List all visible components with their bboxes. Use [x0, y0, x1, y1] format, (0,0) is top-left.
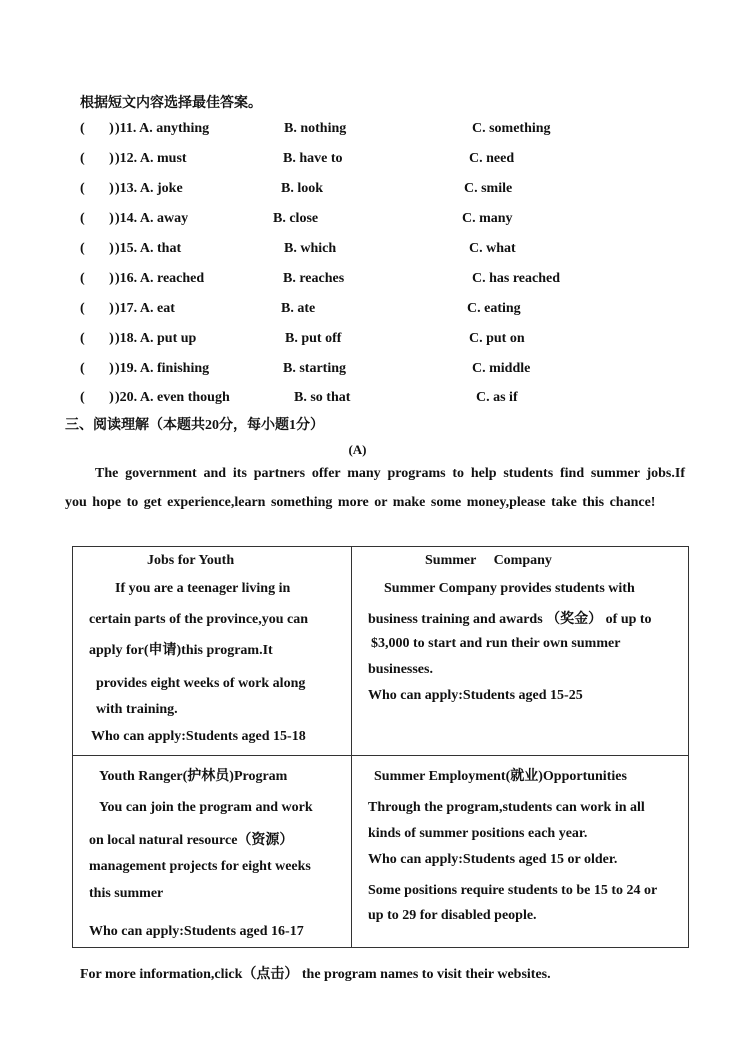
programs-table [72, 546, 689, 948]
option-a: )15. A. that [115, 241, 182, 256]
cell-line: Who can apply:Students aged 16-17 [89, 924, 304, 939]
answer-blank: ( ) [80, 301, 114, 316]
option-a: )12. A. must [115, 151, 187, 166]
cell-line: business training and awards （奖金） of up to [368, 612, 652, 627]
option-a: )19. A. finishing [115, 361, 210, 376]
option-b: B. put off [285, 331, 342, 346]
option-b: B. reaches [283, 271, 345, 286]
option-c: C. smile [464, 181, 513, 196]
cell-youth-ranger [73, 756, 352, 948]
question-row [0, 181, 751, 201]
question-row [0, 301, 751, 321]
answer-blank: ( ) [80, 181, 114, 196]
answer-blank: ( ) [80, 151, 114, 166]
cell-line: Some positions require students to be 15 to 24 or [368, 883, 658, 898]
cell-title: Youth Ranger(护林员)Program [99, 769, 288, 784]
cell-line: up to 29 for disabled people. [368, 908, 537, 923]
option-b: B. starting [283, 361, 346, 376]
option-a: )20. A. even though [115, 390, 230, 405]
cell-summer-company [352, 547, 689, 756]
cell-line: Who can apply:Students aged 15-18 [91, 729, 306, 744]
question-row [0, 121, 751, 141]
cell-line: apply for(申请)this program.It [89, 643, 273, 658]
option-c: C. many [462, 211, 513, 226]
cell-line: businesses. [368, 662, 433, 677]
option-b: B. which [284, 241, 337, 256]
question-row [0, 331, 751, 351]
cell-summer-employment [352, 756, 689, 948]
cell-line: this summer [89, 886, 164, 901]
answer-blank: ( ) [80, 271, 114, 286]
cell-line: on local natural resource（资源） [89, 833, 294, 848]
option-c: C. middle [472, 361, 531, 376]
cell-jobs-for-youth [73, 547, 352, 756]
cell-line: certain parts of the province,you can [89, 612, 309, 627]
cell-line: kinds of summer positions each year. [368, 826, 588, 841]
section-title: 三、阅读理解（本题共20分，每小题1分） [65, 418, 324, 433]
cell-title: Summer Employment(就业)Opportunities [374, 769, 627, 784]
answer-blank: ( ) [80, 121, 114, 136]
instruction-text: 根据短文内容选择最佳答案。 [80, 96, 262, 111]
option-b: B. close [273, 211, 319, 226]
option-a: )13. A. joke [115, 181, 183, 196]
option-a: )18. A. put up [115, 331, 197, 346]
cell-line: Through the program,students can work in all [368, 800, 645, 815]
option-b: B. look [281, 181, 324, 196]
answer-blank: ( ) [80, 241, 114, 256]
cell-line: $3,000 to start and run their own summer [371, 636, 621, 651]
cell-line: Summer Company provides students with [384, 581, 635, 596]
option-c: C. something [472, 121, 551, 136]
option-b: B. so that [294, 390, 351, 405]
question-row [0, 361, 751, 381]
option-c: C. need [469, 151, 515, 166]
cell-line: If you are a teenager living in [115, 581, 291, 596]
option-a: )17. A. eat [115, 301, 175, 316]
answer-blank: ( ) [80, 361, 114, 376]
option-b: B. ate [281, 301, 316, 316]
option-c: C. has reached [472, 271, 561, 286]
question-row [0, 151, 751, 171]
cell-line: Who can apply:Students aged 15-25 [368, 688, 583, 703]
question-row [0, 271, 751, 291]
option-b: B. have to [283, 151, 343, 166]
option-c: C. put on [469, 331, 525, 346]
option-c: C. as if [476, 390, 518, 405]
footer-note: For more information,click（点击） the program names to visit their websites. [80, 967, 551, 982]
cell-line: with training. [96, 702, 178, 717]
answer-blank: ( ) [80, 331, 114, 346]
cell-line: You can join the program and work [99, 800, 313, 815]
option-c: C. eating [467, 301, 521, 316]
cell-title: Summer Company [425, 553, 552, 568]
cell-line: provides eight weeks of work along [96, 676, 306, 691]
cell-title: Jobs for Youth [147, 553, 235, 568]
cell-line: management projects for eight weeks [89, 859, 311, 874]
option-c: C. what [469, 241, 516, 256]
question-row [0, 211, 751, 231]
answer-blank: ( ) [80, 211, 114, 226]
option-a: )14. A. away [115, 211, 189, 226]
passage-label: (A) [348, 442, 367, 457]
cell-line: Who can apply:Students aged 15 or older. [368, 852, 618, 867]
intro-paragraph: The government and its partners offer many programs to help students find summer jobs.If you hope to get experience,learn something more or make some money,please take this chance! [65, 466, 685, 510]
option-b: B. nothing [284, 121, 347, 136]
question-row [0, 241, 751, 261]
answer-blank: ( ) [80, 390, 114, 405]
option-a: )16. A. reached [115, 271, 205, 286]
option-a: )11. A. anything [115, 121, 210, 136]
question-row [0, 390, 751, 410]
